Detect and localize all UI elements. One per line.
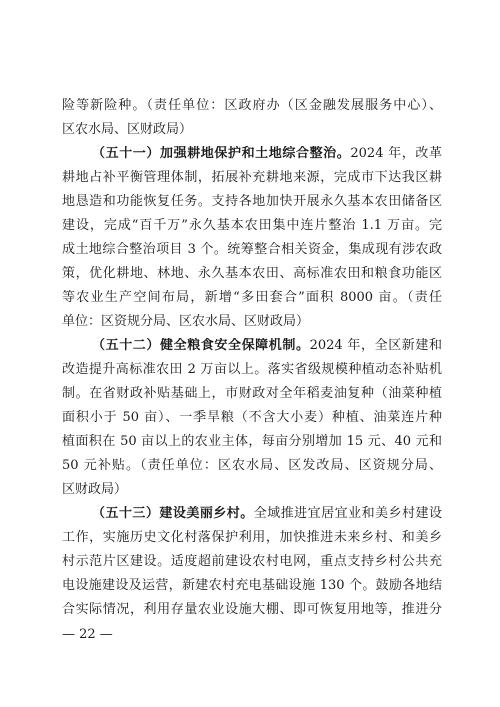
page-number: — 22 — <box>62 627 113 642</box>
section-52-first-line <box>92 338 442 354</box>
text-line: 50 元补贴。（责任单位：区农水局、区发改局、区资规分局、 <box>62 458 442 473</box>
text-line: 建设，完成“百千万”永久基本农田集中连片整治 1.1 万亩。完 <box>62 218 442 233</box>
section-lead-text: 2024 年，全区新建和 <box>309 338 442 353</box>
text-line: 地恳造和功能恢复任务。支持各地加快开展永久基本农田储备区 <box>62 194 442 209</box>
text-line: 工作，实施历史文化村落保护利用，加快推进未来乡村、和美乡 <box>62 530 442 545</box>
text-line: 耕地占补平衡管理体制，拓展补充耕地来源，完成市下达我区耕 <box>62 170 442 185</box>
text-line: 区农水局、区财政局） <box>62 122 193 137</box>
text-line: 制。在省财政补贴基础上，市财政对全年稻麦油复种（油菜种植 <box>62 386 442 401</box>
text-line: 等农业生产空间布局，新增“多田套合”面积 8000 亩。（责任 <box>62 290 442 305</box>
text-line: 村示范片区建设。适度超前建设农村电网，重点支持乡村公共充 <box>62 554 442 569</box>
text-line: 面积小于 50 亩）、一季旱粮（不含大小麦）种植、油菜连片种 <box>62 410 442 425</box>
text-line: 区财政局） <box>62 482 128 497</box>
text-line: 合实际情况，利用存量农业设施大棚、即可恢复用地等，推进分 <box>62 602 442 617</box>
text-line: 成土地综合整治项目 3 个。统筹整合相关资金，集成现有涉农政 <box>62 242 442 257</box>
section-lead-text: 全域推进宜居宜业和美乡村建设 <box>253 506 442 521</box>
text-line: 策，优化耕地、林地、永久基本农田、高标准农田和粮食功能区 <box>62 266 442 281</box>
text-line: 单位：区资规分局、区农水局、区财政局） <box>62 314 310 329</box>
section-heading: （五十二）健全粮食安全保障机制。 <box>92 338 310 353</box>
section-lead-text: 2024 年，改革 <box>350 146 442 161</box>
text-line: 植面积在 50 亩以上的农业主体，每亩分别增加 15 元、40 元和 <box>62 434 442 449</box>
section-51-first-line <box>92 146 442 162</box>
section-heading: （五十一）加强耕地保护和土地综合整治。 <box>92 146 351 161</box>
text-line: 改造提升高标准农田 2 万亩以上。落实省级规模种植动态补贴机 <box>62 362 442 377</box>
section-heading: （五十三）建设美丽乡村。 <box>92 506 254 521</box>
text-line: 电设施建设及运营，新建农村充电基础设施 130 个。鼓励各地结 <box>62 578 442 593</box>
text-line: 险等新险种。（责任单位：区政府办（区金融发展服务中心）、 <box>62 98 442 113</box>
section-53-first-line <box>92 506 442 522</box>
